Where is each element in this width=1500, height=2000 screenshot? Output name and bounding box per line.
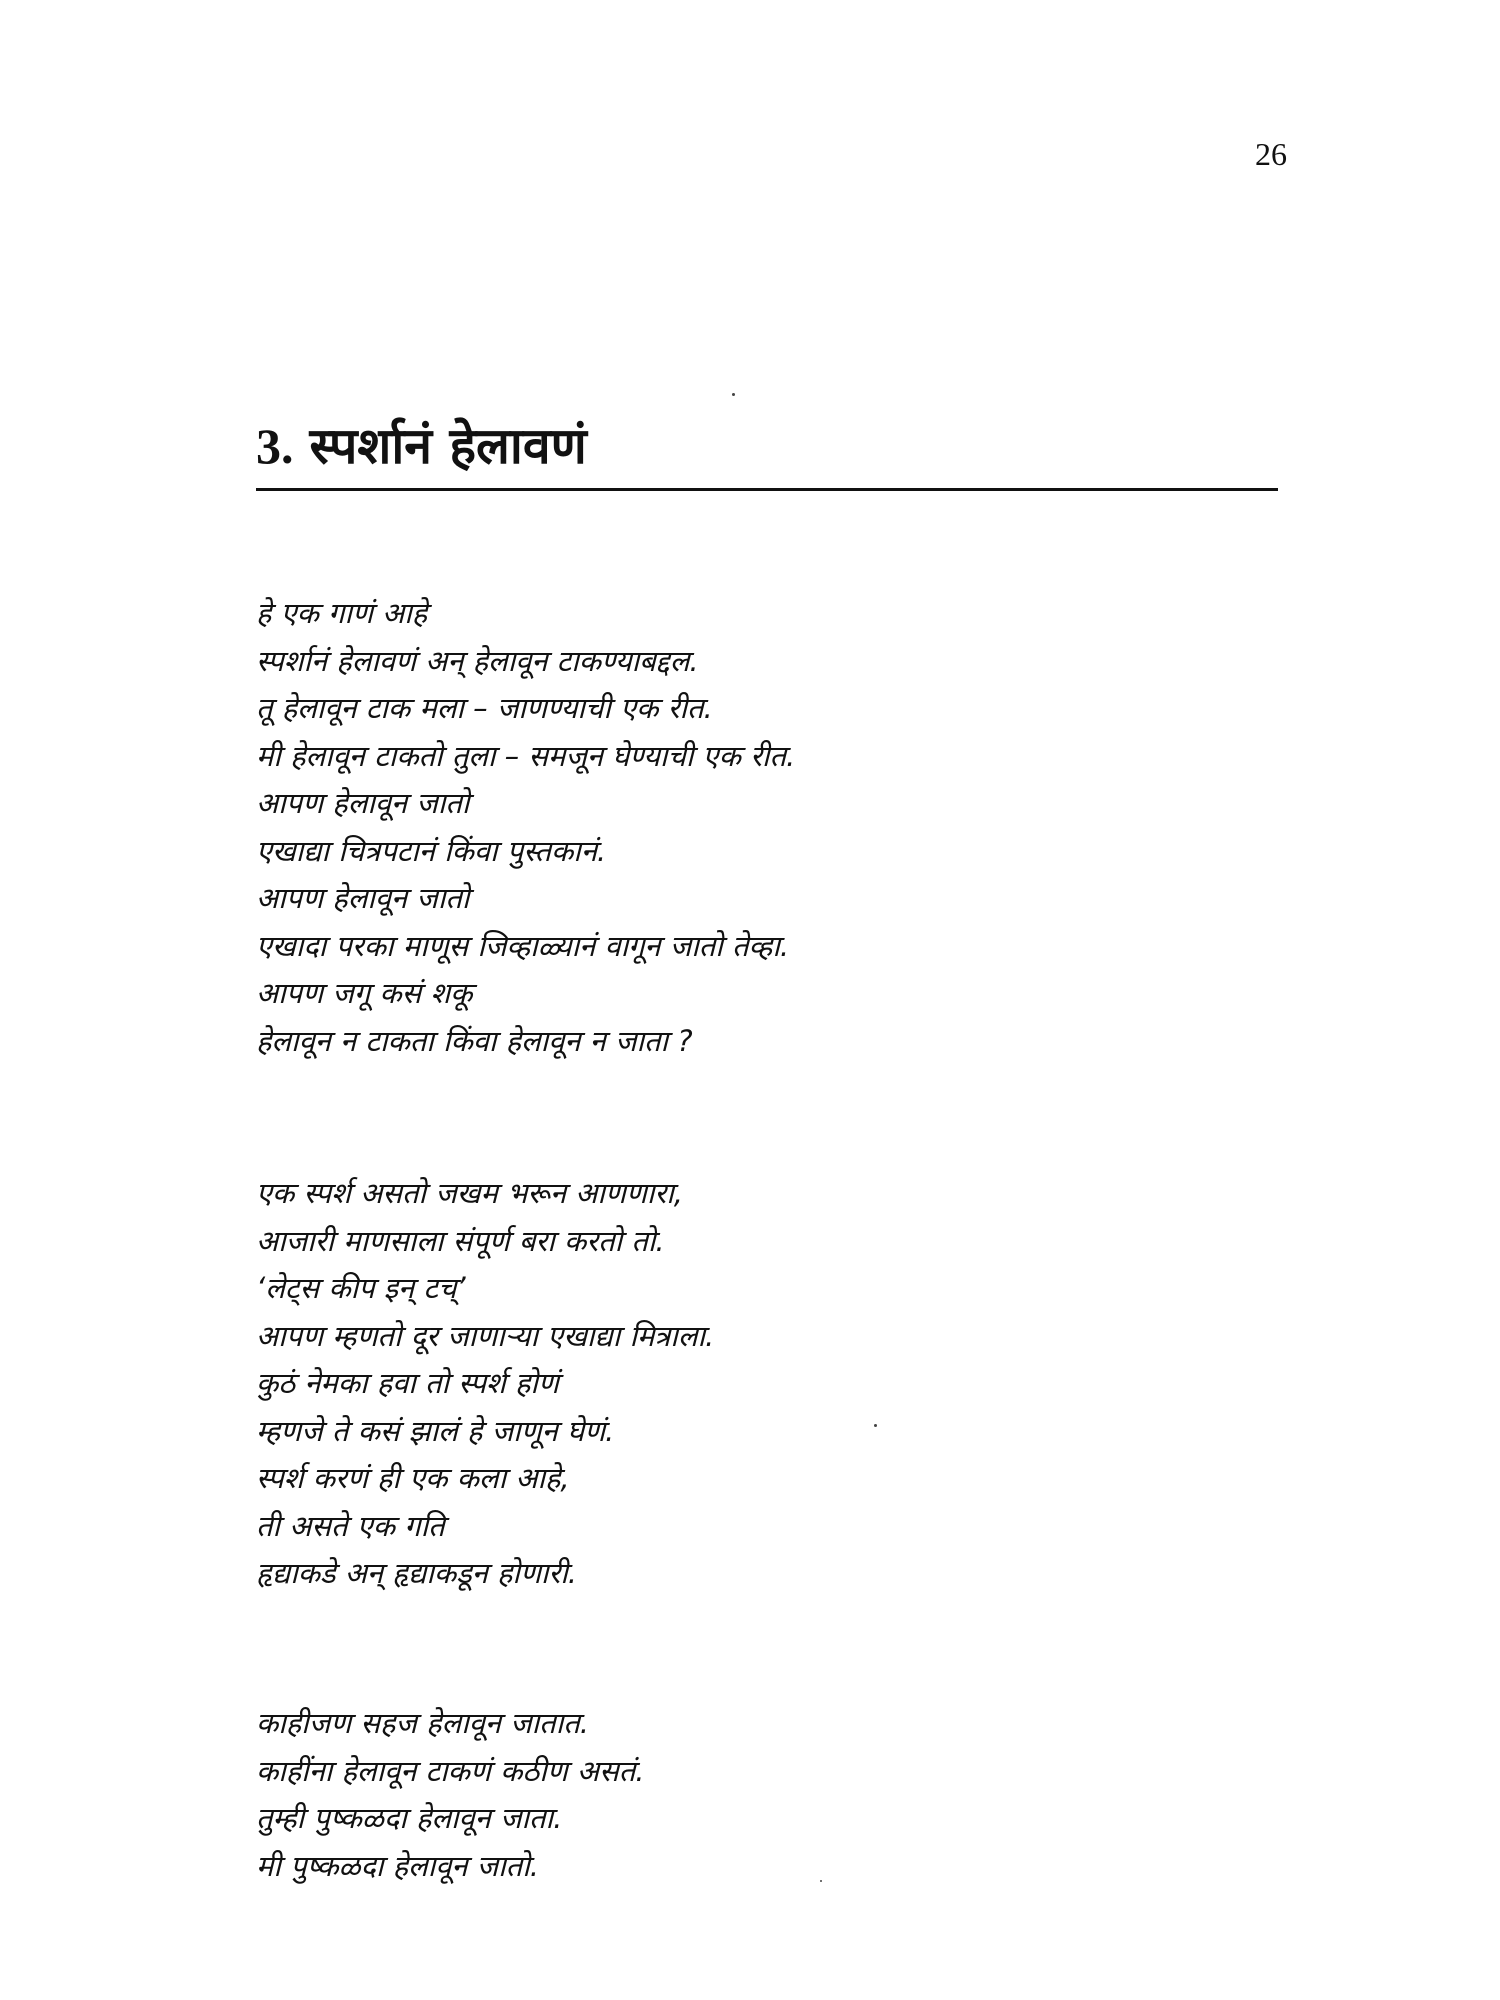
poem-line: काहींना हेलावून टाकणं कठीण असतं. <box>256 1753 645 1788</box>
chapter-title <box>256 418 1276 476</box>
poem-line: तू हेलावून टाक मला – जाणण्याची एक रीत. <box>256 691 713 725</box>
poem-line: आपण जगू कसं शकू <box>256 976 473 1010</box>
poem-line: तुम्ही पुष्कळदा हेलावून जाता. <box>256 1801 563 1835</box>
stanza <box>256 1170 1206 1598</box>
chapter-number: 3. <box>256 418 294 474</box>
poem-line: स्पर्शानं हेलावणं अन् हेलावून टाकण्याबद्दल. <box>256 643 699 678</box>
title-underline <box>256 488 1278 491</box>
poem-line: हेलावून न टाकता किंवा हेलावून न जाता ? <box>256 1023 693 1058</box>
poem-line: काहीजण सहज हेलावून जातात. <box>256 1706 589 1740</box>
poem-line: हे एक गाणं आहे <box>256 596 428 630</box>
scan-speck <box>820 1880 822 1882</box>
stanza <box>256 590 1206 1065</box>
poem-line: आजारी माणसाला संपूर्ण बरा करतो तो. <box>256 1223 665 1258</box>
poem-line: एक स्पर्श असतो जखम भरून आणणारा, <box>256 1176 683 1210</box>
poem-line: ‘लेट्स कीप इन् टच्’ <box>256 1271 466 1305</box>
scan-speck <box>874 1424 877 1427</box>
poem-line: कुठं नेमका हवा तो स्पर्श होणं <box>256 1366 559 1400</box>
page-number: 26 <box>1255 136 1287 172</box>
scan-speck <box>732 393 735 396</box>
poem-line: एखादा परका माणूस जिव्हाळ्यानं वागून जातो तेव्हा. <box>256 928 790 963</box>
poem-line: आपण म्हणतो दूर जाणाऱ्या एखाद्या मित्राला. <box>256 1318 715 1353</box>
poem-line: एखाद्या चित्रपटानं किंवा पुस्तकानं. <box>256 833 607 868</box>
chapter-title-text: स्पर्शानं हेलावणं <box>309 417 587 475</box>
poem-line: हृद्याकडे अन् हृद्याकडून होणारी. <box>256 1556 578 1590</box>
poem-line: मी पुष्कळदा हेलावून जातो. <box>256 1848 539 1883</box>
poem-line: म्हणजे ते कसं झालं हे जाणून घेणं. <box>256 1413 615 1448</box>
poem-line: आपण हेलावून जातो <box>256 881 470 915</box>
stanza <box>256 1700 1206 1890</box>
poem-line: मी हेलावून टाकतो तुला – समजून घेण्याची एक रीत. <box>256 738 796 773</box>
poem-line: आपण हेलावून जातो <box>256 786 470 820</box>
poem-line: स्पर्श करणं ही एक कला आहे, <box>256 1461 570 1495</box>
poem-line: ती असते एक गति <box>256 1508 445 1543</box>
